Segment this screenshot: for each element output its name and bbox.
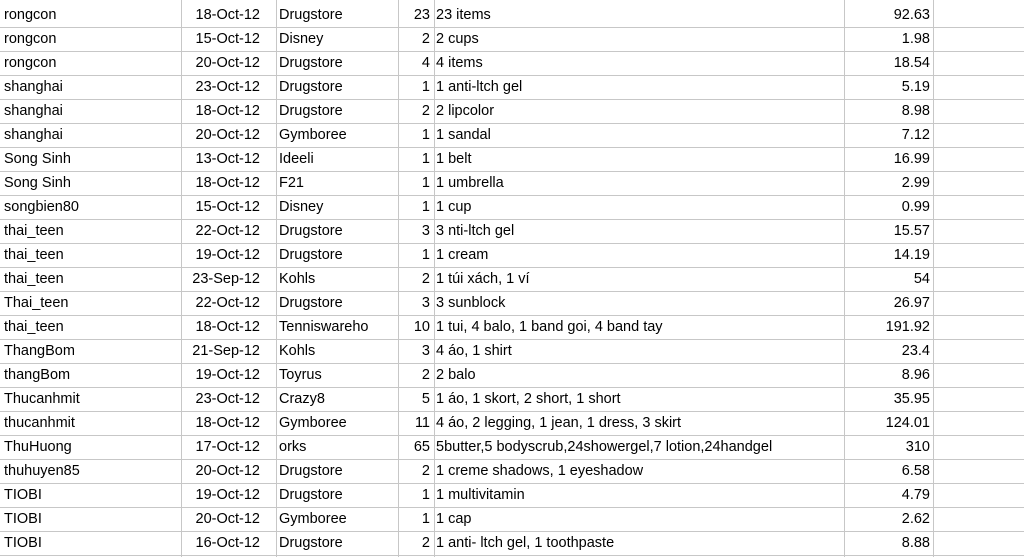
table-row — [0, 436, 1024, 460]
description-cell[interactable]: 23 items — [436, 7, 491, 23]
date-cell[interactable]: 20-Oct-12 — [195, 511, 260, 527]
store-cell[interactable]: Kohls — [279, 343, 316, 359]
table-row — [0, 28, 1024, 52]
date-cell[interactable]: 19-Oct-12 — [195, 247, 260, 263]
date-cell[interactable]: 15-Oct-12 — [195, 31, 260, 47]
date-cell[interactable]: 23-Oct-12 — [195, 79, 260, 95]
description-cell[interactable]: 4 áo, 1 shirt — [436, 343, 512, 359]
date-cell[interactable]: 16-Oct-12 — [195, 535, 260, 551]
table-row — [0, 244, 1024, 268]
date-cell[interactable]: 18-Oct-12 — [195, 7, 260, 23]
name-cell[interactable]: thangBom — [4, 367, 71, 383]
name-cell[interactable]: rongcon — [4, 7, 57, 23]
store-cell[interactable]: Gymboree — [279, 415, 347, 431]
date-cell[interactable]: 18-Oct-12 — [195, 415, 260, 431]
quantity-cell[interactable]: 65 — [413, 439, 430, 455]
empty-cell[interactable] — [933, 52, 1024, 75]
store-cell[interactable]: Drugstore — [279, 247, 343, 263]
name-cell[interactable]: TIOBI — [4, 535, 42, 551]
description-cell[interactable]: 1 anti-ltch gel — [436, 79, 523, 95]
amount-cell[interactable]: 26.97 — [893, 295, 930, 311]
table-row — [0, 172, 1024, 196]
name-cell[interactable]: shanghai — [4, 79, 63, 95]
amount-cell[interactable]: 2.99 — [901, 175, 930, 191]
amount-cell[interactable]: 92.63 — [893, 7, 930, 23]
quantity-cell[interactable]: 23 — [413, 7, 430, 23]
name-cell[interactable]: shanghai — [4, 127, 63, 143]
store-cell[interactable]: Drugstore — [279, 79, 343, 95]
table-row — [0, 316, 1024, 340]
store-cell[interactable]: Drugstore — [279, 7, 343, 23]
empty-cell[interactable] — [933, 268, 1024, 291]
empty-cell[interactable] — [933, 460, 1024, 483]
description-cell[interactable]: 2 balo — [436, 367, 476, 383]
description-cell[interactable]: 1 creme shadows, 1 eyeshadow — [436, 463, 644, 479]
quantity-cell[interactable]: 1 — [421, 127, 430, 143]
amount-cell[interactable]: 54 — [913, 271, 930, 287]
name-cell[interactable]: thai_teen — [4, 271, 64, 287]
amount-cell[interactable]: 124.01 — [885, 415, 930, 431]
name-cell[interactable]: ThangBom — [4, 343, 75, 359]
table-row — [0, 484, 1024, 508]
quantity-cell[interactable]: 5 — [421, 391, 430, 407]
quantity-cell[interactable]: 2 — [421, 103, 430, 119]
quantity-cell[interactable]: 10 — [413, 319, 430, 335]
empty-cell[interactable] — [933, 172, 1024, 195]
date-cell[interactable]: 20-Oct-12 — [195, 463, 260, 479]
store-cell[interactable]: Drugstore — [279, 295, 343, 311]
description-cell[interactable]: 1 multivitamin — [436, 487, 525, 503]
empty-cell[interactable] — [933, 436, 1024, 459]
store-cell[interactable]: F21 — [279, 175, 304, 191]
quantity-cell[interactable]: 1 — [421, 151, 430, 167]
empty-cell[interactable] — [933, 124, 1024, 147]
name-cell[interactable]: TIOBI — [4, 511, 42, 527]
amount-cell[interactable]: 35.95 — [893, 391, 930, 407]
date-cell[interactable]: 15-Oct-12 — [195, 199, 260, 215]
description-cell[interactable]: 1 cup — [436, 199, 472, 215]
quantity-cell[interactable]: 3 — [421, 343, 430, 359]
table-row — [0, 532, 1024, 556]
name-cell[interactable]: Song Sinh — [4, 175, 71, 191]
amount-cell[interactable]: 5.19 — [901, 79, 930, 95]
store-cell[interactable]: Ideeli — [279, 151, 314, 167]
store-cell[interactable]: Disney — [279, 31, 324, 47]
empty-cell[interactable] — [933, 28, 1024, 51]
date-cell[interactable]: 20-Oct-12 — [195, 55, 260, 71]
amount-cell[interactable]: 8.96 — [901, 367, 930, 383]
name-cell[interactable]: thuhuyen85 — [4, 463, 80, 479]
empty-cell[interactable] — [933, 340, 1024, 363]
empty-cell[interactable] — [933, 292, 1024, 315]
empty-cell[interactable] — [933, 388, 1024, 411]
quantity-cell[interactable]: 1 — [421, 487, 430, 503]
store-cell[interactable]: Drugstore — [279, 487, 343, 503]
table-row — [0, 412, 1024, 436]
table-row — [0, 100, 1024, 124]
date-cell[interactable]: 20-Oct-12 — [195, 127, 260, 143]
description-cell[interactable]: 2 lipcolor — [436, 103, 495, 119]
store-cell[interactable]: Tenniswareho — [279, 319, 369, 335]
quantity-cell[interactable]: 1 — [421, 175, 430, 191]
amount-cell[interactable]: 4.79 — [901, 487, 930, 503]
store-cell[interactable]: Crazy8 — [279, 391, 325, 407]
amount-cell[interactable]: 191.92 — [885, 319, 930, 335]
table-row — [0, 364, 1024, 388]
name-cell[interactable]: songbien80 — [4, 199, 79, 215]
table-row — [0, 76, 1024, 100]
name-cell[interactable]: shanghai — [4, 103, 63, 119]
amount-cell[interactable]: 23.4 — [901, 343, 930, 359]
description-cell[interactable]: 1 cap — [436, 511, 472, 527]
table-row — [0, 220, 1024, 244]
amount-cell[interactable]: 16.99 — [893, 151, 930, 167]
empty-cell[interactable] — [933, 412, 1024, 435]
store-cell[interactable]: Toyrus — [279, 367, 322, 383]
date-cell[interactable]: 18-Oct-12 — [195, 319, 260, 335]
amount-cell[interactable]: 15.57 — [893, 223, 930, 239]
amount-cell[interactable]: 6.58 — [901, 463, 930, 479]
description-cell[interactable]: 1 áo, 1 skort, 2 short, 1 short — [436, 391, 621, 407]
empty-cell[interactable] — [933, 148, 1024, 171]
empty-cell[interactable] — [933, 532, 1024, 555]
table-row — [0, 508, 1024, 532]
date-cell[interactable]: 19-Oct-12 — [195, 367, 260, 383]
date-cell[interactable]: 18-Oct-12 — [195, 103, 260, 119]
date-cell[interactable]: 18-Oct-12 — [195, 175, 260, 191]
quantity-cell[interactable]: 4 — [421, 55, 430, 71]
name-cell[interactable]: thai_teen — [4, 319, 64, 335]
store-cell[interactable]: orks — [279, 439, 307, 455]
store-cell[interactable]: Drugstore — [279, 223, 343, 239]
empty-cell[interactable] — [933, 220, 1024, 243]
store-cell[interactable]: Drugstore — [279, 55, 343, 71]
description-cell[interactable]: 4 items — [436, 55, 483, 71]
quantity-cell[interactable]: 2 — [421, 31, 430, 47]
description-cell[interactable]: 1 sandal — [436, 127, 491, 143]
description-cell[interactable]: 1 anti- ltch gel, 1 toothpaste — [436, 535, 615, 551]
description-cell[interactable]: 2 cups — [436, 31, 479, 47]
amount-cell[interactable]: 0.99 — [901, 199, 930, 215]
empty-cell[interactable] — [933, 100, 1024, 123]
description-cell[interactable]: 3 sunblock — [436, 295, 506, 311]
description-cell[interactable]: 1 belt — [436, 151, 472, 167]
name-cell[interactable]: Song Sinh — [4, 151, 71, 167]
empty-cell[interactable] — [933, 76, 1024, 99]
description-cell[interactable]: 4 áo, 2 legging, 1 jean, 1 dress, 3 skirt — [436, 415, 682, 431]
store-cell[interactable]: Kohls — [279, 271, 316, 287]
date-cell[interactable]: 23-Oct-12 — [195, 391, 260, 407]
description-cell[interactable]: 1 túi xách, 1 ví — [436, 271, 530, 287]
quantity-cell[interactable]: 2 — [421, 535, 430, 551]
date-cell[interactable]: 22-Oct-12 — [195, 295, 260, 311]
date-cell[interactable]: 22-Oct-12 — [195, 223, 260, 239]
description-cell[interactable]: 3 nti-ltch gel — [436, 223, 515, 239]
table-row — [0, 388, 1024, 412]
table-row — [0, 124, 1024, 148]
amount-cell[interactable]: 8.88 — [901, 535, 930, 551]
amount-cell[interactable]: 18.54 — [893, 55, 930, 71]
name-cell[interactable]: rongcon — [4, 55, 57, 71]
date-cell[interactable]: 21-Sep-12 — [192, 343, 260, 359]
store-cell[interactable]: Drugstore — [279, 535, 343, 551]
amount-cell[interactable]: 1.98 — [901, 31, 930, 47]
quantity-cell[interactable]: 1 — [421, 511, 430, 527]
store-cell[interactable]: Drugstore — [279, 463, 343, 479]
name-cell[interactable]: thucanhmit — [4, 415, 75, 431]
quantity-cell[interactable]: 1 — [421, 247, 430, 263]
quantity-cell[interactable]: 1 — [421, 79, 430, 95]
empty-cell[interactable] — [933, 364, 1024, 387]
amount-cell[interactable]: 310 — [905, 439, 930, 455]
name-cell[interactable]: ThuHuong — [4, 439, 72, 455]
amount-cell[interactable]: 14.19 — [893, 247, 930, 263]
description-cell[interactable]: 5butter,5 bodyscrub,24showergel,7 lotion,24handgel — [436, 439, 773, 455]
date-cell[interactable]: 17-Oct-12 — [195, 439, 260, 455]
table-row — [0, 268, 1024, 292]
quantity-cell[interactable]: 2 — [421, 367, 430, 383]
quantity-cell[interactable]: 11 — [414, 415, 430, 431]
empty-cell[interactable] — [933, 196, 1024, 219]
empty-cell[interactable] — [933, 484, 1024, 507]
description-cell[interactable]: 1 umbrella — [436, 175, 504, 191]
table-row — [0, 460, 1024, 484]
name-cell[interactable]: thai_teen — [4, 223, 64, 239]
name-cell[interactable]: Thai_teen — [4, 295, 69, 311]
table-row — [0, 52, 1024, 76]
date-cell[interactable]: 19-Oct-12 — [195, 487, 260, 503]
empty-cell[interactable] — [933, 316, 1024, 339]
quantity-cell[interactable]: 2 — [421, 463, 430, 479]
date-cell[interactable]: 23-Sep-12 — [192, 271, 260, 287]
name-cell[interactable]: rongcon — [4, 31, 57, 47]
empty-cell[interactable] — [933, 4, 1024, 27]
store-cell[interactable]: Gymboree — [279, 511, 347, 527]
quantity-cell[interactable]: 2 — [421, 271, 430, 287]
name-cell[interactable]: TIOBI — [4, 487, 42, 503]
table-row — [0, 340, 1024, 364]
empty-cell[interactable] — [933, 244, 1024, 267]
quantity-cell[interactable]: 3 — [421, 295, 430, 311]
amount-cell[interactable]: 2.62 — [901, 511, 930, 527]
quantity-cell[interactable]: 1 — [421, 199, 430, 215]
table-row — [0, 292, 1024, 316]
empty-cell[interactable] — [933, 508, 1024, 531]
amount-cell[interactable]: 8.98 — [901, 103, 930, 119]
store-cell[interactable]: Gymboree — [279, 127, 347, 143]
quantity-cell[interactable]: 3 — [421, 223, 430, 239]
store-cell[interactable]: Drugstore — [279, 103, 343, 119]
table-row — [0, 148, 1024, 172]
name-cell[interactable]: Thucanhmit — [4, 391, 80, 407]
table-row — [0, 196, 1024, 220]
description-cell[interactable]: 1 tui, 4 balo, 1 band goi, 4 band tay — [436, 319, 663, 335]
amount-cell[interactable]: 7.12 — [901, 127, 930, 143]
store-cell[interactable]: Disney — [279, 199, 324, 215]
date-cell[interactable]: 13-Oct-12 — [195, 151, 260, 167]
description-cell[interactable]: 1 cream — [436, 247, 489, 263]
name-cell[interactable]: thai_teen — [4, 247, 64, 263]
table-row — [0, 4, 1024, 28]
